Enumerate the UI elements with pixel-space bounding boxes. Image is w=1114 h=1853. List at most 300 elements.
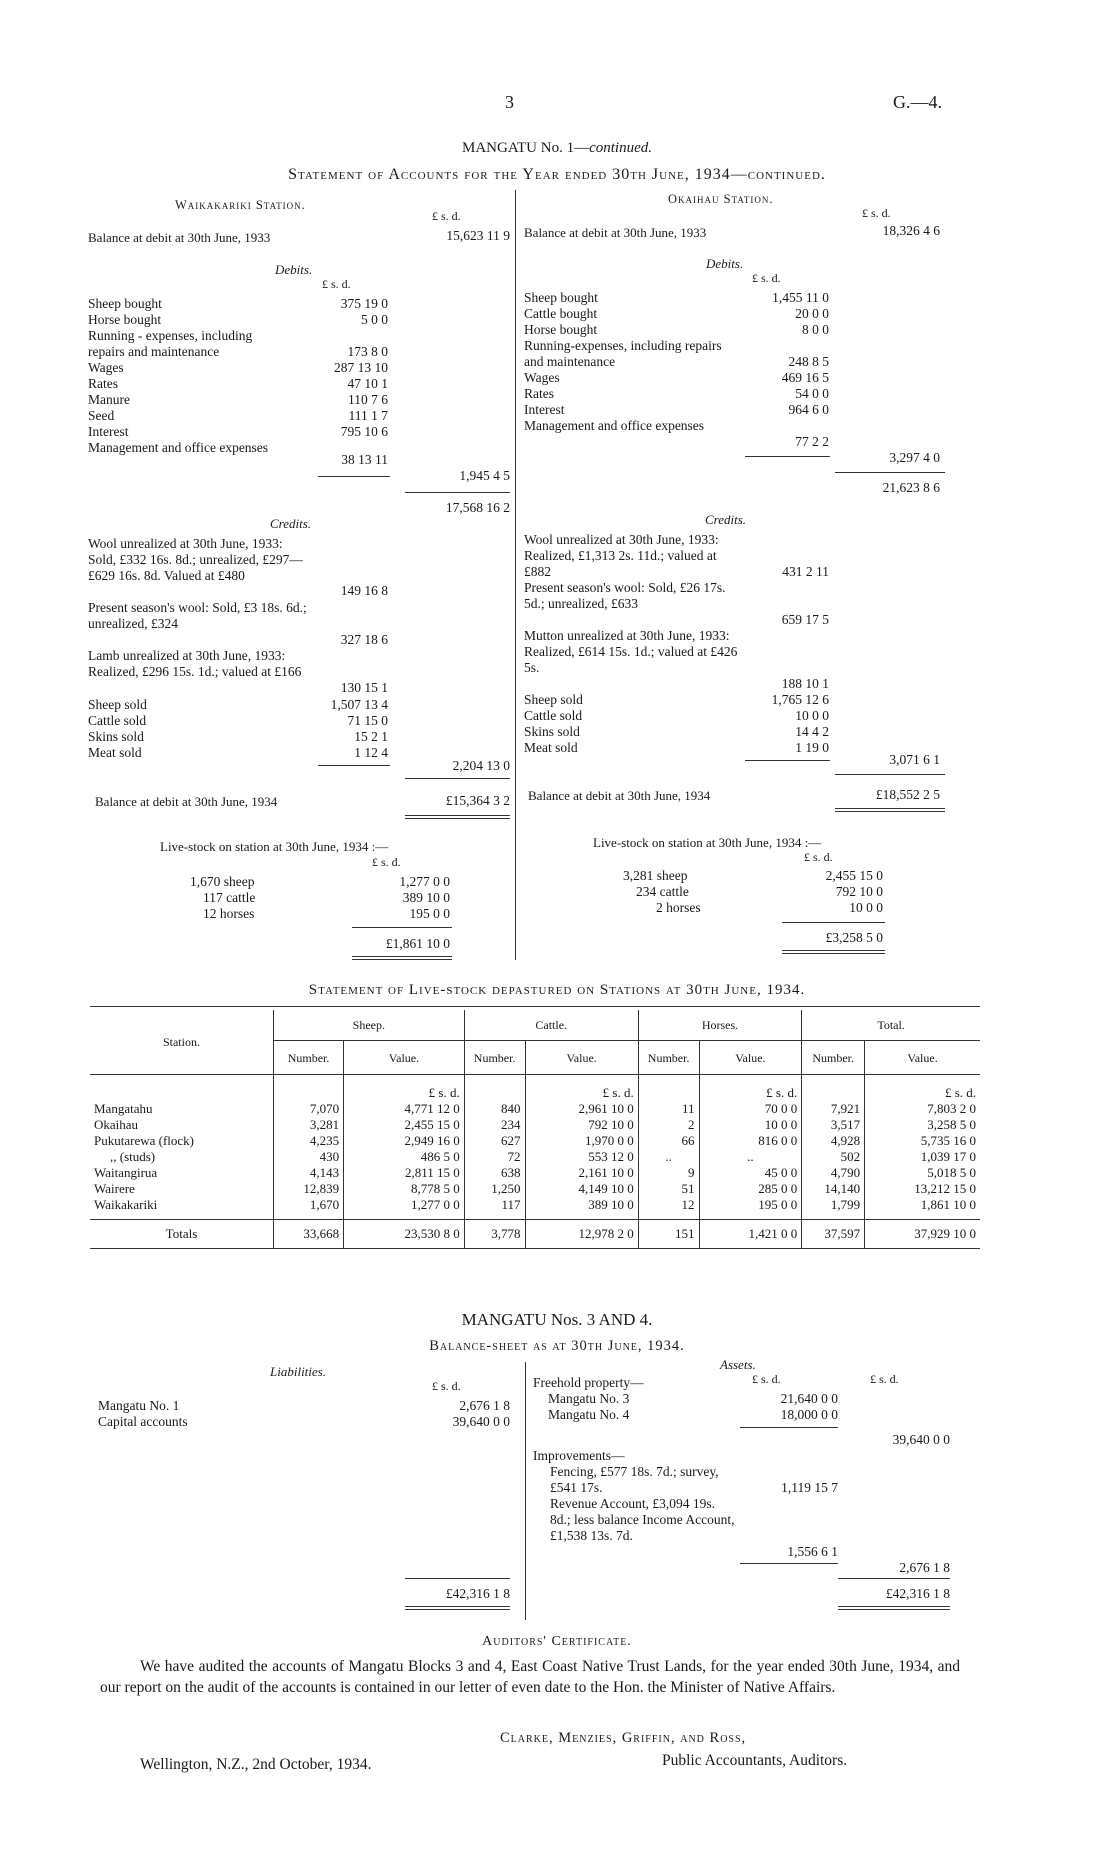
assets-rule bbox=[838, 1578, 950, 1579]
horses-number: 11 bbox=[638, 1101, 699, 1117]
liabilities-title: Liabilities. bbox=[270, 1364, 326, 1379]
horses-number: 12 bbox=[638, 1197, 699, 1220]
sheep-lsd: £ s. d. bbox=[344, 1075, 465, 1102]
total-value: 13,212 15 0 bbox=[914, 1181, 976, 1196]
ok-livestock-lsd: £ s. d. bbox=[804, 850, 833, 864]
ok-credit-label: Meat sold bbox=[524, 740, 578, 755]
liabilities-rule bbox=[405, 1578, 510, 1579]
sheep-value: 2,455 15 0 bbox=[344, 1117, 465, 1133]
horses-number-header: Number. bbox=[638, 1041, 699, 1075]
table-row bbox=[90, 1181, 980, 1197]
wk-debit-label: Horse bought bbox=[88, 312, 162, 327]
wk-debit-label: Rates bbox=[88, 376, 118, 391]
section-title-main: MANGATU No. 1— bbox=[462, 140, 590, 156]
improvement-item-label: Revenue Account, £3,094 19s. 8d.; less balance Income Account, £1,538 13s. 7d. bbox=[550, 1496, 735, 1543]
liabilities-double-rule bbox=[405, 1606, 510, 1607]
ok-livestock-row bbox=[656, 900, 883, 916]
cattle-value: 2,161 10 0 bbox=[525, 1165, 638, 1181]
station-name: Wairere bbox=[90, 1181, 273, 1197]
ok-livestock-row bbox=[636, 884, 883, 900]
wk-credit-row bbox=[88, 713, 388, 729]
cattle-value: 1,970 0 0 bbox=[525, 1133, 638, 1149]
table-row bbox=[90, 1133, 980, 1149]
ok-debit-amount: 964 6 0 bbox=[788, 402, 829, 417]
liability-row bbox=[98, 1398, 510, 1414]
ok-debit-label-wrap: Running-expenses, including repairs and maintenance bbox=[524, 338, 722, 369]
wk-credit-label: Cattle sold bbox=[88, 713, 147, 728]
wk-livestock-rule bbox=[352, 927, 452, 928]
improvement-item-amount: 1,556 6 1 bbox=[787, 1544, 838, 1559]
wk-livestock-row bbox=[203, 906, 450, 922]
wk-closing-amount: £15,364 3 2 bbox=[445, 793, 510, 808]
wk-closing-double-rule bbox=[405, 818, 510, 819]
wk-credits-rule bbox=[318, 765, 390, 766]
horses-number: 9 bbox=[638, 1165, 699, 1181]
place-date: Wellington, N.Z., 2nd October, 1934. bbox=[140, 1756, 372, 1773]
ok-credit-label: Sheep sold bbox=[524, 692, 583, 707]
horses-number: 66 bbox=[638, 1133, 699, 1149]
total-header: Total. bbox=[802, 1010, 980, 1041]
wk-debit-row bbox=[88, 312, 388, 328]
sheep-value: 2,949 16 0 bbox=[344, 1133, 465, 1149]
ok-livestock-amount: 2,455 15 0 bbox=[825, 868, 883, 883]
ok-subtotal-rule bbox=[835, 472, 945, 473]
wk-credit-label: Meat sold bbox=[88, 745, 142, 760]
wk-opening-amount: 15,623 11 9 bbox=[446, 228, 510, 243]
wk-credit-label: Sheep sold bbox=[88, 697, 147, 712]
ok-credit-label: Wool unrealized at 30th June, 1933: Realized, £1,313 2s. 11d.; valued at £882 bbox=[524, 532, 719, 579]
horses-number: 51 bbox=[638, 1181, 699, 1197]
cattle-value: 553 12 0 bbox=[525, 1149, 638, 1165]
totals-label: Totals bbox=[90, 1220, 273, 1249]
total-number: 502 bbox=[802, 1149, 865, 1165]
liability-amount: 39,640 0 0 bbox=[452, 1414, 510, 1429]
ok-debit-label-wrap: Management and office expenses bbox=[524, 418, 705, 433]
cattle-number: 638 bbox=[464, 1165, 525, 1181]
improvements-label: Improvements— bbox=[533, 1448, 625, 1463]
wk-credit-amount: 15 2 1 bbox=[354, 729, 388, 744]
wk-credit-label: Skins sold bbox=[88, 729, 144, 744]
horses-header: Horses. bbox=[638, 1010, 802, 1041]
wk-credit-row bbox=[88, 729, 388, 745]
sheep-number: 7,070 bbox=[273, 1101, 343, 1117]
livestock-statement-title: Statement of Live-stock depastured on Stations at 30th June, 1934. bbox=[308, 982, 806, 998]
horses-value: .. bbox=[699, 1149, 802, 1165]
station-name: ,, (studs) bbox=[90, 1149, 273, 1165]
table-row bbox=[90, 1165, 980, 1181]
total-number: 14,140 bbox=[802, 1181, 865, 1197]
total-value: 1,039 17 0 bbox=[920, 1149, 976, 1164]
ok-credit-amount: 659 17 5 bbox=[781, 612, 829, 627]
total-number: 4,928 bbox=[802, 1133, 865, 1149]
ok-credit-amount: 431 2 11 bbox=[782, 564, 829, 579]
wk-livestock-double-rule bbox=[352, 959, 452, 960]
cattle-lsd: £ s. d. bbox=[525, 1075, 638, 1102]
total-number: 7,921 bbox=[802, 1101, 865, 1117]
ok-debits-lsd: £ s. d. bbox=[752, 271, 781, 285]
total-value: 3,258 5 0 bbox=[927, 1117, 976, 1132]
ok-livestock-amount: 10 0 0 bbox=[849, 900, 883, 915]
wk-debit-amount: 795 10 6 bbox=[340, 424, 388, 439]
sheep-number-header: Number. bbox=[273, 1041, 343, 1075]
ok-debit-label: Cattle bought bbox=[524, 306, 598, 321]
freehold-label: Freehold property— bbox=[533, 1375, 644, 1390]
ok-livestock-double-rule bbox=[782, 950, 885, 951]
assets-double-rule bbox=[838, 1606, 950, 1607]
sheep-number: 430 bbox=[273, 1149, 343, 1165]
ok-credit-amount: 1,765 12 6 bbox=[771, 692, 829, 707]
ok-credits-total: 3,071 6 1 bbox=[889, 752, 940, 767]
sheep-number: 12,839 bbox=[273, 1181, 343, 1197]
document-code: G.—4. bbox=[893, 92, 942, 112]
wk-livestock-lsd: £ s. d. bbox=[372, 855, 401, 869]
wk-livestock-row bbox=[203, 890, 450, 906]
cattle-number: 72 bbox=[464, 1149, 525, 1165]
table-row bbox=[90, 1117, 980, 1133]
totals-cattle-value: 12,978 2 0 bbox=[525, 1220, 638, 1249]
ok-debit-row bbox=[524, 322, 829, 338]
sheep-value-header: Value. bbox=[344, 1041, 465, 1075]
wk-livestock-label: 12 horses bbox=[203, 906, 255, 921]
ok-debit-amount: 20 0 0 bbox=[795, 306, 829, 321]
wk-credit-amount: 1 12 4 bbox=[354, 745, 388, 760]
wk-subtotal-rule bbox=[405, 492, 510, 493]
ok-livestock-label: 234 cattle bbox=[636, 884, 689, 899]
totals-sheep-number: 33,668 bbox=[273, 1220, 343, 1249]
cattle-value-header: Value. bbox=[525, 1041, 638, 1075]
wk-livestock-amount: 389 10 0 bbox=[402, 890, 450, 905]
wk-credit-label: Lamb unrealized at 30th June, 1933: Realized, £296 15s. 1d.; valued at £166 bbox=[88, 648, 302, 679]
freehold-item-label: Mangatu No. 4 bbox=[548, 1407, 630, 1422]
freehold-rule bbox=[740, 1427, 838, 1428]
wk-livestock-amount: 195 0 0 bbox=[409, 906, 450, 921]
station-name: Okaihau bbox=[90, 1117, 273, 1133]
wk-credits-title: Credits. bbox=[270, 516, 312, 531]
table-group-header bbox=[90, 1010, 980, 1041]
certificate-body: We have audited the accounts of Mangatu Blocks 3 and 4, East Coast Native Trust Lands, for the year ended 30th June, 1934, and our report on the audit of the accounts is contained in our letter of even date to the Hon. the Minister of Native Affairs. bbox=[100, 1658, 960, 1696]
ok-credit-amount: 10 0 0 bbox=[795, 708, 829, 723]
wk-debit-label: Manure bbox=[88, 392, 130, 407]
liability-amount: 2,676 1 8 bbox=[459, 1398, 510, 1413]
wk-debit-label-wrap: Management and office expenses bbox=[88, 440, 269, 455]
sheep-value: 8,778 5 0 bbox=[344, 1181, 465, 1197]
sheep-number: 3,281 bbox=[273, 1117, 343, 1133]
ok-livestock-amount: 792 10 0 bbox=[835, 884, 883, 899]
section-title-cont: continued. bbox=[589, 140, 652, 156]
ok-livestock-label: 3,281 sheep bbox=[623, 868, 688, 883]
wk-opening-label: Balance at debit at 30th June, 1933 bbox=[88, 230, 271, 245]
wk-credit-amount: 130 15 1 bbox=[340, 680, 388, 695]
ok-credit-row bbox=[524, 692, 829, 708]
ok-credit-row bbox=[524, 708, 829, 724]
wk-credit-row bbox=[88, 697, 388, 713]
horses-number: .. bbox=[638, 1149, 699, 1165]
freehold-item-amount: 21,640 0 0 bbox=[780, 1391, 838, 1406]
cattle-number: 627 bbox=[464, 1133, 525, 1149]
wk-closing-rule bbox=[405, 778, 510, 779]
wk-livestock-double-rule bbox=[352, 956, 452, 957]
total-value: 5,735 16 0 bbox=[920, 1133, 976, 1148]
horses-value: 70 0 0 bbox=[699, 1101, 802, 1117]
freehold-item-amount: 18,000 0 0 bbox=[780, 1407, 838, 1422]
horses-value: 195 0 0 bbox=[699, 1197, 802, 1220]
wk-credit-amount: 327 18 6 bbox=[340, 632, 388, 647]
cattle-number: 234 bbox=[464, 1117, 525, 1133]
wk-opening-lsd: £ s. d. bbox=[432, 209, 461, 223]
balance-sheet-divider bbox=[525, 1362, 526, 1620]
assets-title: Assets. bbox=[720, 1357, 756, 1372]
sheep-number: 4,235 bbox=[273, 1133, 343, 1149]
balance-sheet-title: Balance-sheet as at 30th June, 1934. bbox=[429, 1338, 685, 1354]
ok-closing-rule bbox=[835, 774, 945, 775]
total-number: 3,517 bbox=[802, 1117, 865, 1133]
totals-total-number: 37,597 bbox=[802, 1220, 865, 1249]
okaihau-title: Okaihau Station. bbox=[668, 192, 774, 206]
ok-credit-amount: 188 10 1 bbox=[781, 676, 829, 691]
ok-debit-label: Rates bbox=[524, 386, 554, 401]
sheep-value: 4,771 12 0 bbox=[344, 1101, 465, 1117]
totals-sheep-value: 23,530 8 0 bbox=[344, 1220, 465, 1249]
ok-debit-amount: 469 16 5 bbox=[781, 370, 829, 385]
ok-subtotal: 21,623 8 6 bbox=[882, 480, 940, 495]
totals-total-value: 37,929 10 0 bbox=[914, 1226, 976, 1241]
ok-credit-row bbox=[524, 740, 829, 756]
total-number-header: Number. bbox=[802, 1041, 865, 1075]
wk-credit-label: Present season's wool: Sold, £3 18s. 6d.; unrealized, £324 bbox=[88, 600, 307, 631]
ok-debit-row bbox=[524, 290, 829, 306]
liabilities-total: £42,316 1 8 bbox=[445, 1586, 510, 1601]
wk-debit-row bbox=[88, 424, 388, 440]
ok-closing-label: Balance at debit at 30th June, 1934 bbox=[528, 788, 711, 803]
wk-credits-total: 2,204 13 0 bbox=[452, 758, 510, 773]
assets-lsd: £ s. d. bbox=[752, 1372, 781, 1386]
ok-debits-rule bbox=[745, 456, 830, 457]
ok-debit-label: Sheep bought bbox=[524, 290, 598, 305]
ok-debit-amount: 54 0 0 bbox=[795, 386, 829, 401]
total-value: 5,018 5 0 bbox=[927, 1165, 976, 1180]
station-name: Pukutarewa (flock) bbox=[90, 1133, 273, 1149]
wk-debit-amount: 173 8 0 bbox=[347, 344, 388, 359]
wk-debit-label: Sheep bought bbox=[88, 296, 162, 311]
wk-credit-row bbox=[88, 745, 388, 761]
horses-value-header: Value. bbox=[699, 1041, 802, 1075]
cattle-value: 792 10 0 bbox=[525, 1117, 638, 1133]
ok-credit-row bbox=[524, 724, 829, 740]
total-number: 1,799 bbox=[802, 1197, 865, 1220]
wk-debit-amount: 5 0 0 bbox=[361, 312, 388, 327]
ok-debit-amount: 248 8 5 bbox=[788, 354, 829, 369]
livestock-table bbox=[90, 1010, 980, 1249]
ok-credit-label: Mutton unrealized at 30th June, 1933: Realized, £614 15s. 1d.; valued at £426 5s. bbox=[524, 628, 738, 675]
statement-title: Statement of Accounts for the Year ended 30th June, 1934—continued. bbox=[288, 166, 826, 183]
ok-livestock-row bbox=[623, 868, 883, 884]
liabilities-lsd: £ s. d. bbox=[432, 1379, 461, 1393]
assets-double-rule bbox=[838, 1609, 950, 1610]
certificate-title: Auditors' Certificate. bbox=[482, 1634, 632, 1649]
wk-debits-title: Debits. bbox=[275, 262, 313, 277]
ok-closing-double-rule bbox=[835, 811, 945, 812]
freehold-total: 39,640 0 0 bbox=[892, 1432, 950, 1447]
table-row bbox=[90, 1101, 980, 1117]
ok-debit-row bbox=[524, 306, 829, 322]
wk-livestock-total: £1,861 10 0 bbox=[385, 936, 450, 951]
ok-opening-label: Balance at debit at 30th June, 1933 bbox=[524, 225, 707, 240]
table-totals-row bbox=[90, 1220, 980, 1249]
ok-debits-title: Debits. bbox=[706, 256, 744, 271]
improvements-total: 2,676 1 8 bbox=[899, 1560, 950, 1575]
wk-debit-row bbox=[88, 296, 388, 312]
wk-debit-label-wrap: Running - expenses, including repairs and maintenance bbox=[88, 328, 253, 359]
auditor-role: Public Accountants, Auditors. bbox=[662, 1752, 848, 1769]
ok-livestock-title: Live-stock on station at 30th June, 1934 :— bbox=[593, 835, 822, 850]
wk-livestock-label: 1,670 sheep bbox=[190, 874, 255, 889]
wk-livestock-title: Live-stock on station at 30th June, 1934 :— bbox=[160, 839, 389, 854]
ok-credit-label: Present season's wool: Sold, £26 17s. 5d.; unrealized, £633 bbox=[524, 580, 726, 611]
sheep-header: Sheep. bbox=[273, 1010, 464, 1041]
cattle-number: 1,250 bbox=[464, 1181, 525, 1197]
cattle-number: 117 bbox=[464, 1197, 525, 1220]
sheep-number: 1,670 bbox=[273, 1197, 343, 1220]
cattle-value: 4,149 10 0 bbox=[525, 1181, 638, 1197]
ok-opening-amount: 18,326 4 6 bbox=[882, 223, 940, 238]
total-lsd: £ s. d. bbox=[944, 1085, 976, 1100]
wk-debit-label: Interest bbox=[88, 424, 129, 439]
ok-debit-label: Interest bbox=[524, 402, 565, 417]
station-name: Mangatahu bbox=[90, 1101, 273, 1117]
wk-closing-double-rule bbox=[405, 815, 510, 816]
wk-debit-label: Wages bbox=[88, 360, 124, 375]
freehold-row bbox=[548, 1407, 838, 1423]
page-number: 3 bbox=[505, 92, 514, 112]
sheep-value: 2,811 15 0 bbox=[344, 1165, 465, 1181]
liability-row bbox=[98, 1414, 510, 1430]
wk-debit-amount: 111 1 7 bbox=[348, 408, 388, 423]
ok-debit-row bbox=[524, 386, 829, 402]
totals-horses-number: 151 bbox=[638, 1220, 699, 1249]
ok-livestock-total: £3,258 5 0 bbox=[825, 930, 883, 945]
ok-debit-row bbox=[524, 402, 829, 418]
cattle-number-header: Number. bbox=[464, 1041, 525, 1075]
liabilities-double-rule bbox=[405, 1609, 510, 1610]
table-top-rule bbox=[90, 1006, 980, 1007]
station-name: Waikakariki bbox=[90, 1197, 273, 1220]
wk-livestock-row bbox=[190, 874, 450, 890]
cattle-header: Cattle. bbox=[464, 1010, 638, 1041]
liability-label: Capital accounts bbox=[98, 1414, 188, 1429]
ok-closing-double-rule bbox=[835, 808, 945, 809]
ok-livestock-rule bbox=[782, 922, 885, 923]
cattle-value: 2,961 10 0 bbox=[525, 1101, 638, 1117]
wk-livestock-amount: 1,277 0 0 bbox=[399, 874, 450, 889]
wk-debit-row bbox=[88, 360, 388, 376]
section-title bbox=[0, 140, 1114, 157]
ok-debit-label: Horse bought bbox=[524, 322, 598, 337]
ok-livestock-double-rule bbox=[782, 953, 885, 954]
ok-debit-amount: 8 0 0 bbox=[802, 322, 829, 337]
ok-debit-label: Wages bbox=[524, 370, 560, 385]
improvement-item-amount: 1,119 15 7 bbox=[781, 1480, 838, 1495]
table-lsd-row bbox=[90, 1075, 980, 1102]
assets-total: £42,316 1 8 bbox=[885, 1586, 950, 1601]
ok-credit-label: Skins sold bbox=[524, 724, 580, 739]
sheep-value: 486 5 0 bbox=[344, 1149, 465, 1165]
total-value: 1,861 10 0 bbox=[920, 1197, 976, 1212]
freehold-item-label: Mangatu No. 3 bbox=[548, 1391, 630, 1406]
wk-subtotal: 17,568 16 2 bbox=[445, 500, 510, 515]
wk-credit-amount: 1,507 13 4 bbox=[330, 697, 388, 712]
horses-number: 2 bbox=[638, 1117, 699, 1133]
ok-credit-amount: 14 4 2 bbox=[795, 724, 829, 739]
horses-value: 285 0 0 bbox=[699, 1181, 802, 1197]
sheep-value: 1,277 0 0 bbox=[344, 1197, 465, 1220]
horses-lsd: £ s. d. bbox=[699, 1075, 802, 1102]
wk-credit-amount: 149 16 8 bbox=[340, 583, 388, 598]
totals-horses-value: 1,421 0 0 bbox=[699, 1220, 802, 1249]
station-name: Waitangirua bbox=[90, 1165, 273, 1181]
wk-debits-lsd: £ s. d. bbox=[322, 277, 351, 291]
table-row bbox=[90, 1149, 980, 1165]
wk-debit-amount: 287 13 10 bbox=[334, 360, 388, 375]
ok-debit-row bbox=[524, 370, 829, 386]
wk-debit-row bbox=[88, 376, 388, 392]
wk-debit-amount: 110 7 6 bbox=[348, 392, 388, 407]
ok-closing-amount: £18,552 2 5 bbox=[875, 787, 940, 802]
wk-closing-label: Balance at debit at 30th June, 1934 bbox=[95, 794, 278, 809]
ok-credit-label: Cattle sold bbox=[524, 708, 583, 723]
improvement-item-label: Fencing, £577 18s. 7d.; survey, £541 17s. bbox=[550, 1464, 719, 1495]
wk-debit-row bbox=[88, 408, 388, 424]
wk-debits-total: 1,945 4 5 bbox=[459, 468, 510, 483]
ok-debit-amount: 77 2 2 bbox=[795, 434, 829, 449]
total-value: 7,803 2 0 bbox=[927, 1101, 976, 1116]
horses-value: 816 0 0 bbox=[699, 1133, 802, 1149]
ok-debits-total: 3,297 4 0 bbox=[889, 450, 940, 465]
station-header: Station. bbox=[90, 1010, 273, 1075]
wk-debits-rule bbox=[318, 476, 390, 477]
balance-sheet-heading: MANGATU Nos. 3 AND 4. bbox=[461, 1310, 653, 1329]
liability-label: Mangatu No. 1 bbox=[98, 1398, 180, 1413]
horses-value: 45 0 0 bbox=[699, 1165, 802, 1181]
totals-cattle-number: 3,778 bbox=[464, 1220, 525, 1249]
wk-debit-amount: 375 19 0 bbox=[340, 296, 388, 311]
ok-credits-rule bbox=[745, 760, 830, 761]
wk-debit-amount: 38 13 11 bbox=[341, 452, 388, 467]
cattle-value: 389 10 0 bbox=[525, 1197, 638, 1220]
ok-livestock-label: 2 horses bbox=[656, 900, 701, 915]
wk-debit-row bbox=[88, 392, 388, 408]
cattle-number: 840 bbox=[464, 1101, 525, 1117]
freehold-row bbox=[548, 1391, 838, 1407]
ok-opening-lsd: £ s. d. bbox=[862, 206, 891, 220]
sheep-number: 4,143 bbox=[273, 1165, 343, 1181]
ok-debit-amount: 1,455 11 0 bbox=[772, 290, 829, 305]
horses-value: 10 0 0 bbox=[699, 1117, 802, 1133]
ok-credits-title: Credits. bbox=[705, 512, 747, 527]
wk-credit-label: Wool unrealized at 30th June, 1933: Sold, £332 16s. 8d.; unrealized, £297—£629 16s. 8d. Valued at £480 bbox=[88, 536, 303, 583]
wk-credit-amount: 71 15 0 bbox=[347, 713, 388, 728]
auditor-firm: Clarke, Menzies, Griffin, and Ross, bbox=[500, 1730, 747, 1746]
waikakariki-title: Waikakariki Station. bbox=[175, 198, 306, 212]
wk-livestock-label: 117 cattle bbox=[203, 890, 256, 905]
column-divider bbox=[515, 190, 516, 960]
assets-lsd-outer: £ s. d. bbox=[870, 1372, 899, 1386]
wk-debit-amount: 47 10 1 bbox=[347, 376, 388, 391]
total-value-header: Value. bbox=[907, 1050, 938, 1065]
table-row bbox=[90, 1197, 980, 1220]
wk-debit-label: Seed bbox=[88, 408, 115, 423]
total-number: 4,790 bbox=[802, 1165, 865, 1181]
ok-credit-amount: 1 19 0 bbox=[795, 740, 829, 755]
